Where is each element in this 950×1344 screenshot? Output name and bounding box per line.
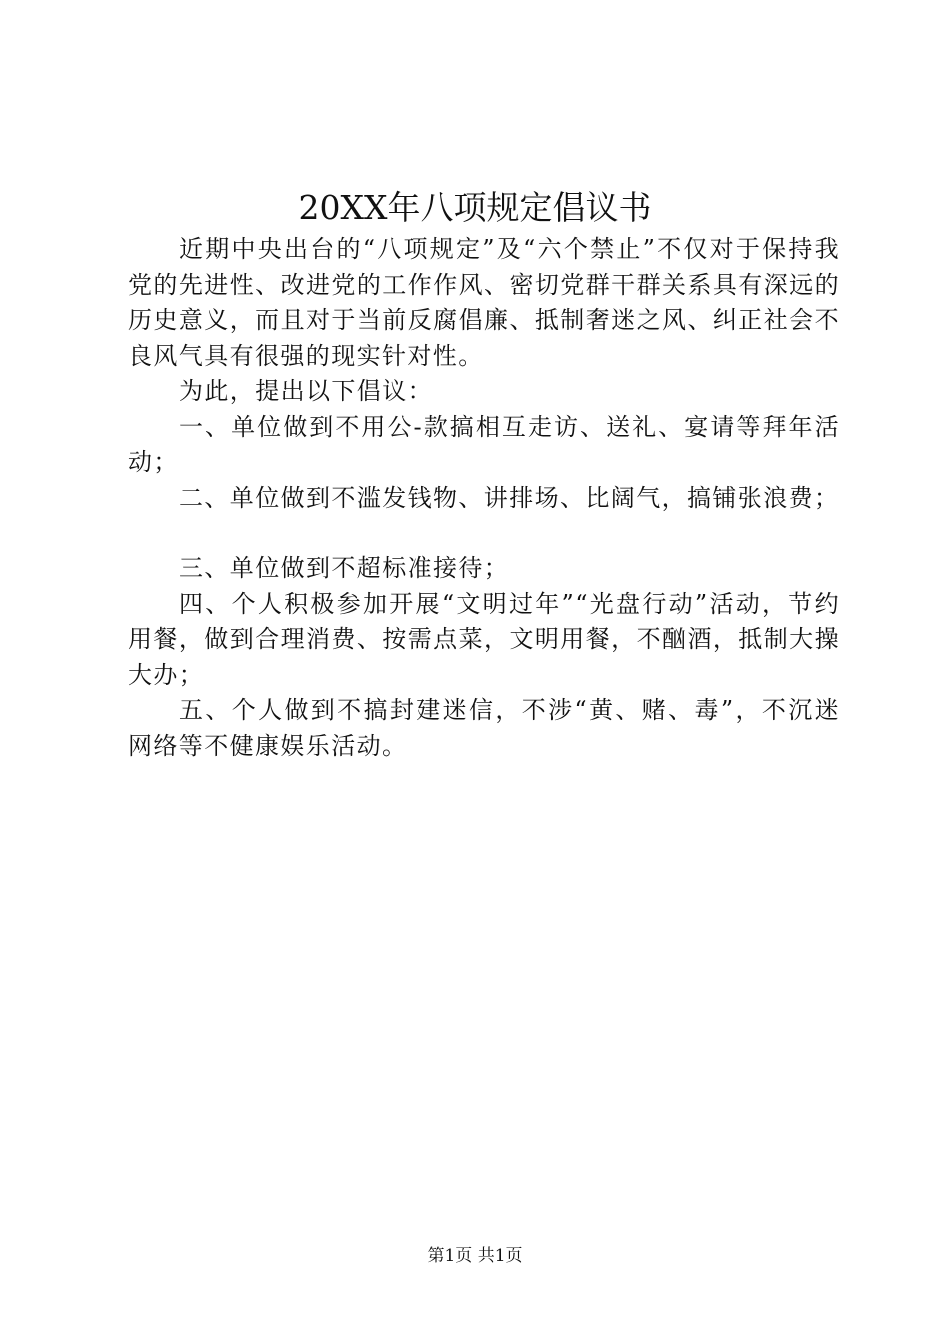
page-footer: 第1页 共1页 <box>427 1246 523 1266</box>
paragraph-item-3: 三、单位做到不超标准接待； <box>179 554 510 582</box>
paragraph-proposal-lead: 为此，提出以下倡议： <box>179 377 433 405</box>
document-body <box>128 232 840 764</box>
document-title: 20XX年八项规定倡议书 <box>298 188 652 227</box>
paragraph-item-1: 一、单位做到不用公-款搞相互走访、送礼、宴请等拜年活动； <box>128 412 840 476</box>
paragraph-item-4: 四、个人积极参加开展“文明过年”“光盘行动”活动，节约用餐，做到合理消费、按需点菜，文明用餐，不酗酒，抵制大操大办； <box>128 589 840 689</box>
paragraph-intro: 近期中央出台的“八项规定”及“六个禁止”不仅对于保持我党的先进性、改进党的工作作风、密切党群干群关系具有深远的历史意义，而且对于当前反腐倡廉、抵制奢迷之风、纠正社会不良风气具有很强的现实针对性。 <box>128 235 840 370</box>
paragraph-item-2: 二、单位做到不滥发钱物、讲排场、比阔气，搞铺张浪费； <box>179 483 840 512</box>
paragraph-item-5: 五、个人做到不搞封建迷信，不涉“黄、赌、毒”，不沉迷网络等不健康娱乐活动。 <box>128 696 840 760</box>
